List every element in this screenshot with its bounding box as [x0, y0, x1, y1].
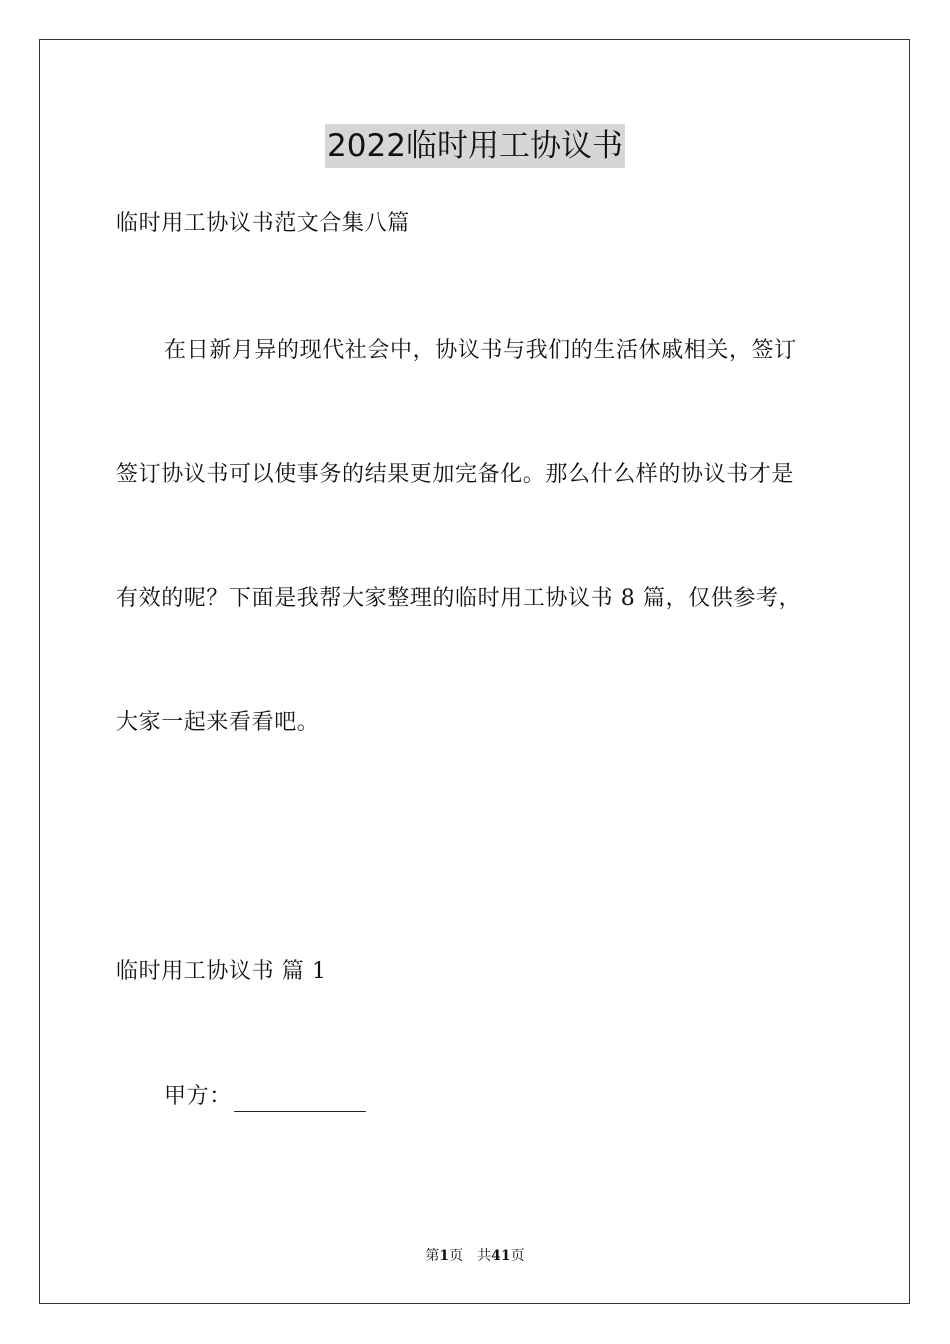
document-title-block: [0, 124, 950, 168]
page-footer: [0, 1246, 950, 1266]
party-a-label: 甲方：: [164, 1084, 232, 1109]
paragraph-line-4: 大家一起来看看吧。: [116, 710, 320, 735]
section-heading: 临时用工协议书 篇 1: [116, 959, 327, 984]
party-a-row: [164, 1082, 366, 1112]
paragraph-line-1: 在日新月异的现代社会中，协议书与我们的生活休戚相关，签订: [164, 338, 797, 363]
footer-total-suffix: 页: [510, 1248, 525, 1264]
paragraph-line-2: 签订协议书可以使事务的结果更加完备化。那么什么样的协议书才是: [116, 462, 795, 487]
document-subtitle: 临时用工协议书范文合集八篇: [116, 211, 410, 236]
footer-total-pages: 41: [491, 1248, 511, 1264]
document-title: 2022临时用工协议书: [325, 124, 625, 168]
footer-page-number: 1: [439, 1248, 450, 1264]
footer-page-suffix: 页: [449, 1248, 464, 1264]
footer-total-prefix: 共: [477, 1248, 492, 1264]
paragraph-line-3: 有效的呢？下面是我帮大家整理的临时用工协议书 8 篇，仅供参考，: [116, 586, 802, 611]
party-a-blank-line: [234, 1089, 366, 1112]
footer-page-prefix: 第: [425, 1248, 440, 1264]
